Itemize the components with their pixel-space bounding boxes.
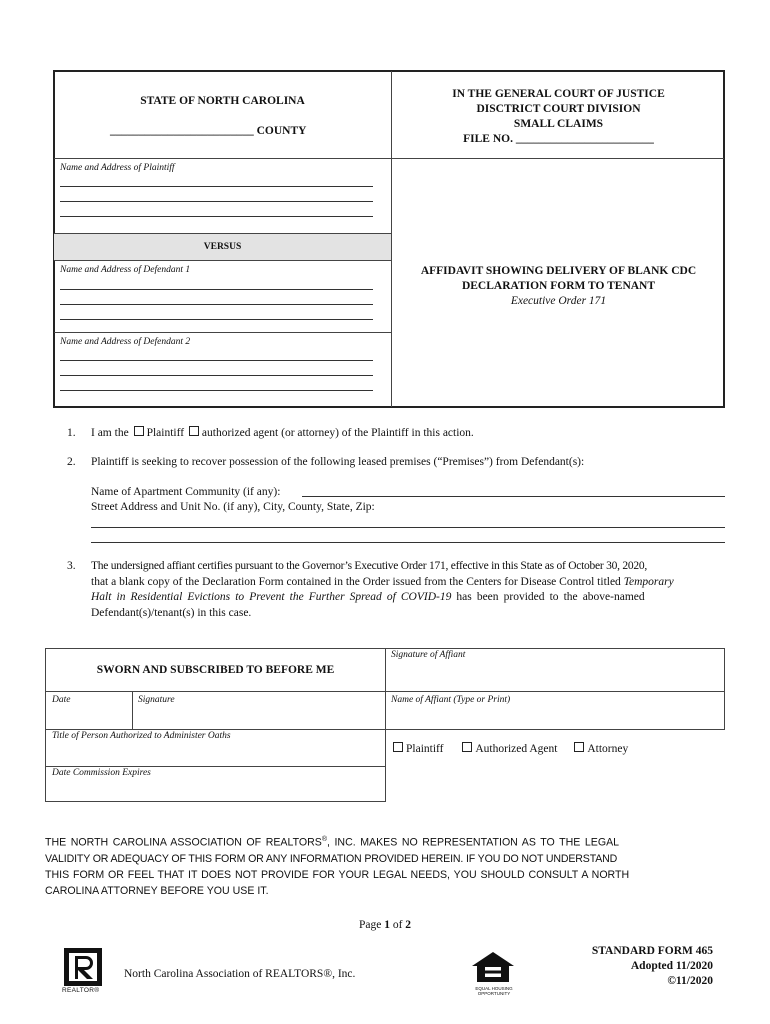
sworn-heading: SWORN AND SUBSCRIBED TO BEFORE ME — [96, 664, 335, 676]
item-3-line-2-text: that a blank copy of the Declaration Form contained in the Order issued from the Centers for Disease Control titled — [91, 575, 621, 588]
address-line-1[interactable] — [91, 527, 725, 528]
defendant2-line-3[interactable] — [60, 390, 373, 391]
page-label: Page — [358, 919, 382, 931]
form-copyright: ©11/2020 — [667, 974, 713, 987]
item-1-number: 1. — [67, 427, 76, 439]
realtor-logo-text: REALTOR® — [62, 987, 100, 994]
sworn-divider-3 — [46, 766, 385, 767]
disclaimer-line-1 — [45, 832, 735, 851]
item-3-number: 3. — [67, 560, 76, 572]
versus-label: VERSUS — [203, 242, 242, 252]
disclaimer-line-1b: , INC. MAKES NO REPRESENTATION AS TO THE LEGAL — [327, 836, 620, 849]
sworn-vertical-divider — [132, 692, 133, 729]
role-agent-checkbox[interactable] — [462, 742, 472, 752]
association-name: North Carolina Association of REALTORS®, Inc. — [124, 968, 356, 980]
defendant1-line-3[interactable] — [60, 319, 373, 320]
address-line-2[interactable] — [91, 542, 725, 543]
form-title — [392, 264, 725, 309]
role-attorney-label: Attorney — [587, 743, 629, 755]
defendant2-line-1[interactable] — [60, 360, 373, 361]
agent-checkbox[interactable] — [189, 426, 199, 436]
item-3-line-4: Defendant(s)/tenant(s) in this case. — [91, 606, 252, 619]
form-id-block — [560, 944, 713, 988]
item-2-text: Plaintiff is seeking to recover possession of the following leased premises (“Premises”) from Defendant(s): — [91, 456, 585, 468]
cdc-title-part-2: Halt in Residential Evictions to Prevent the Further Spread of COVID-19 — [91, 591, 452, 604]
defendant2-label: Name and Address of Defendant 2 — [60, 337, 191, 347]
affiant-box — [385, 648, 725, 730]
item-3-line-2 — [91, 575, 727, 591]
address-label: Street Address and Unit No. (if any), City, County, State, Zip: — [91, 501, 375, 513]
notary-signature-label: Signature — [138, 695, 175, 705]
page-total: 2 — [405, 919, 412, 931]
state-label: STATE OF NORTH CAROLINA — [140, 95, 305, 107]
apartment-field[interactable] — [302, 496, 725, 497]
defendant1-line-2[interactable] — [60, 304, 373, 305]
disclaimer-line-4: CAROLINA ATTORNEY BEFORE YOU USE IT. — [45, 884, 269, 897]
defendant-divider — [54, 332, 391, 333]
form-subtitle: Executive Order 171 — [510, 295, 607, 307]
sworn-divider-2 — [46, 729, 385, 730]
plaintiff-line-1[interactable] — [60, 186, 373, 187]
agent-option-label: authorized agent (or attorney) of the Plaintiff in this action. — [201, 427, 474, 439]
notary-date-label: Date — [52, 695, 71, 705]
sworn-divider-1 — [46, 691, 385, 692]
plaintiff-option-label: Plaintiff — [146, 427, 185, 439]
affiant-name-label: Name of Affiant (Type or Print) — [391, 695, 511, 705]
defendant2-line-2[interactable] — [60, 375, 373, 376]
item-3-line-1: The undersigned affiant certifies pursuant to the Governor’s Executive Order 171, effective in this State as of October 30, 2020, — [91, 560, 647, 572]
commission-expires-label: Date Commission Expires — [52, 768, 151, 778]
disclaimer-line-1a: THE NORTH CAROLINA ASSOCIATION OF REALTORS — [45, 836, 322, 849]
equal-housing-icon — [470, 950, 516, 984]
county-label: COUNTY — [256, 125, 307, 137]
page-current: 1 — [384, 919, 390, 931]
defendant1-label: Name and Address of Defendant 1 — [60, 265, 191, 275]
affiant-signature-label: Signature of Affiant — [391, 650, 466, 660]
disclaimer — [45, 832, 735, 899]
plaintiff-label: Name and Address of Plaintiff — [60, 163, 175, 173]
affiant-role-options — [391, 742, 628, 758]
item-1-text: I am the — [91, 427, 129, 439]
notary-title-label: Title of Person Authorized to Administer Oaths — [52, 731, 231, 741]
item-1 — [91, 426, 474, 442]
court-line-1: IN THE GENERAL COURT OF JUSTICE — [452, 88, 665, 100]
item-3-line-3 — [91, 590, 727, 606]
equal-housing-text: EQUAL HOUSING OPPORTUNITY — [475, 986, 513, 996]
file-no-field[interactable]: FILE NO. ________________________ — [463, 133, 654, 145]
page-of: of — [392, 919, 403, 931]
plaintiff-checkbox[interactable] — [134, 426, 144, 436]
form-number: STANDARD FORM 465 — [591, 945, 713, 957]
page-number — [0, 919, 770, 931]
role-plaintiff-checkbox[interactable] — [393, 742, 403, 752]
county-line — [110, 125, 306, 137]
court-line-2: DISCTRICT COURT DIVISION — [476, 103, 641, 115]
disclaimer-line-2: VALIDITY OR ADEQUACY OF THIS FORM OR ANY INFORMATION PROVIDED HEREIN. IF YOU DO NOT UNDERSTAND — [45, 852, 618, 865]
defendant1-line-1[interactable] — [60, 289, 373, 290]
court-line-3: SMALL CLAIMS — [513, 118, 604, 130]
affiant-divider — [386, 691, 724, 692]
equal-housing-logo — [468, 950, 518, 998]
realtor-r-icon — [63, 947, 103, 987]
item-3 — [91, 559, 727, 621]
plaintiff-line-2[interactable] — [60, 201, 373, 202]
court-heading — [392, 87, 725, 147]
item-2-number: 2. — [67, 456, 76, 468]
apartment-label: Name of Apartment Community (if any): — [91, 486, 281, 498]
item-3-line-3-text: has been provided to the above-named — [456, 591, 645, 604]
form-title-line-2: DECLARATION FORM TO TENANT — [461, 280, 656, 292]
plaintiff-line-3[interactable] — [60, 216, 373, 217]
registered-mark: ® — [321, 836, 327, 843]
form-adopted: Adopted 11/2020 — [630, 959, 713, 972]
realtor-logo — [60, 947, 110, 997]
form-title-line-1: AFFIDAVIT SHOWING DELIVERY OF BLANK CDC — [420, 265, 697, 277]
role-plaintiff-label: Plaintiff — [406, 743, 444, 755]
role-agent-label: Authorized Agent — [475, 743, 558, 755]
cdc-title-part-1: Temporary — [623, 575, 674, 588]
role-attorney-checkbox[interactable] — [574, 742, 584, 752]
caption-divider — [54, 158, 724, 159]
county-field[interactable]: _________________________ — [110, 125, 254, 137]
disclaimer-line-3: THIS FORM OR FEEL THAT IT DOES NOT PROVIDE FOR YOUR LEGAL NEEDS, YOU SHOULD CONSULT A NORTH — [45, 868, 630, 881]
